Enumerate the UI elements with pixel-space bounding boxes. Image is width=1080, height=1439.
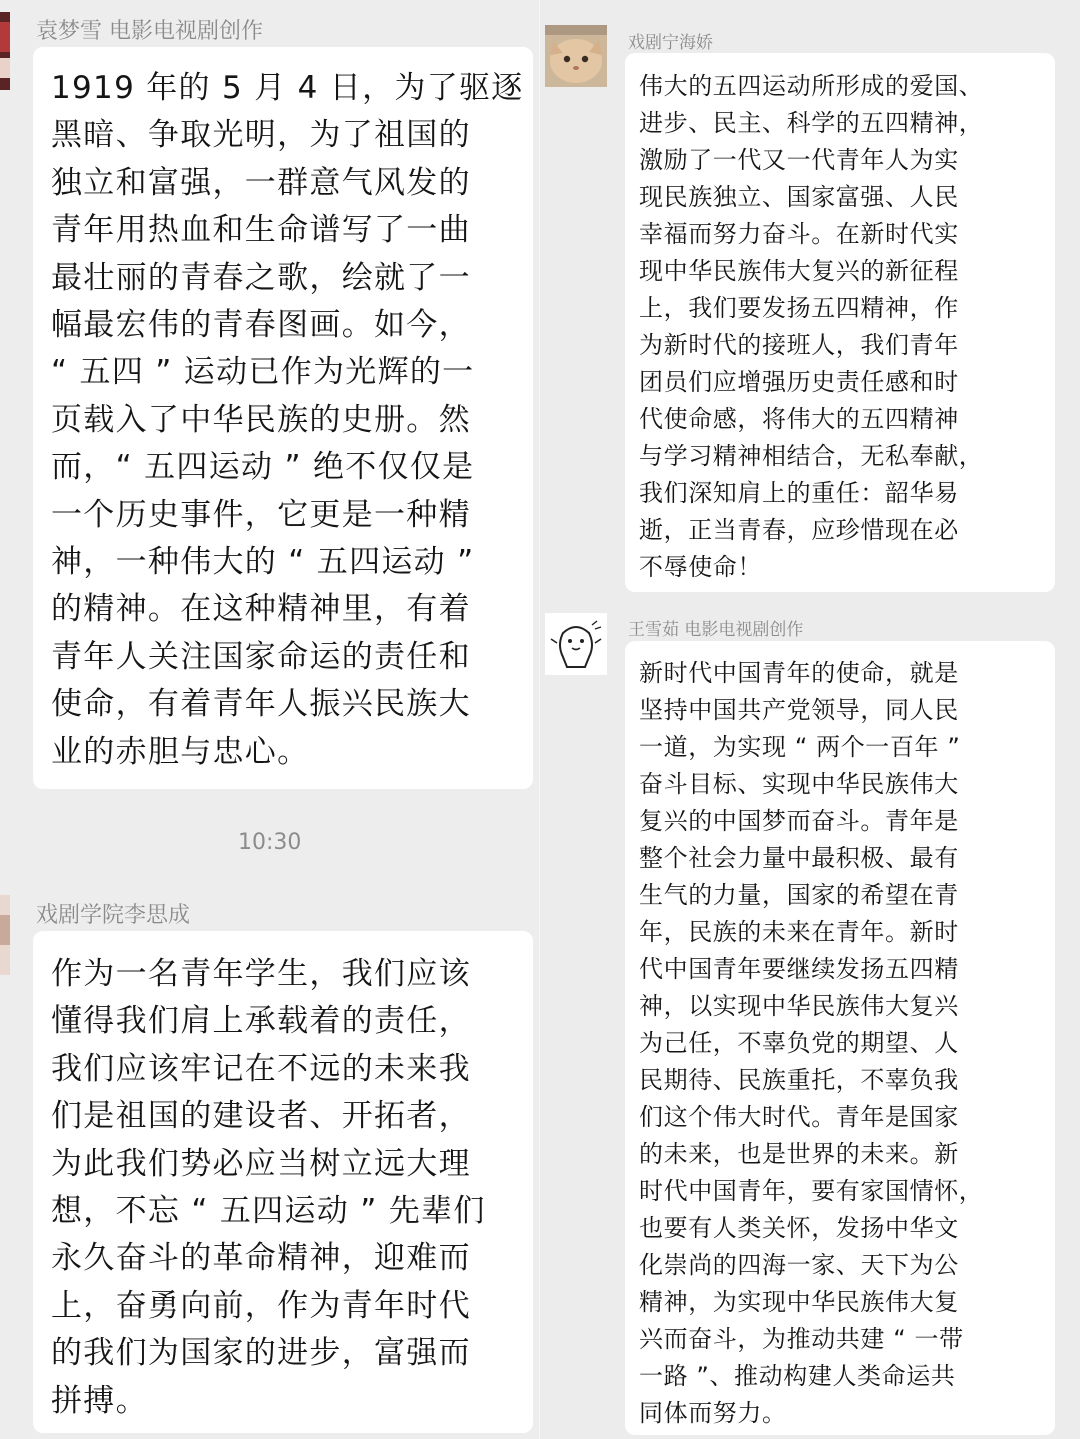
message-line: 神，一种伟大的 “ 五四运动 ” [51, 544, 475, 581]
right-screenshot-panel [540, 0, 1080, 1439]
message-line: 我们深知肩上的重任：韶华易 [639, 479, 959, 507]
message-line: 进步、民主、科学的五四精神， [639, 109, 984, 137]
message-line: 现民族独立、国家富强、人民 [639, 183, 959, 211]
message-line: 奋斗目标、实现中华民族伟大 [639, 770, 959, 798]
message-line: 团员们应增强历史责任感和时 [639, 368, 959, 396]
message-line: 我们应该牢记在不远的未来我 [51, 1050, 471, 1087]
message-line: 时代中国青年，要有家国情怀， [639, 1177, 984, 1205]
message-line: 使命，有着青年人振兴民族大 [51, 686, 471, 723]
message-bubble[interactable] [625, 641, 1055, 1435]
message-line: 们这个伟大时代。青年是国家 [639, 1103, 959, 1131]
message-line: 而，“ 五四运动 ” 绝不仅仅是 [51, 449, 475, 486]
message-line: 与学习精神相结合，无私奉献， [639, 442, 984, 470]
message-line: 上，奋勇向前，作为青年时代 [51, 1287, 471, 1324]
message-line: 上，我们要发扬五四精神，作 [639, 294, 959, 322]
message-line: 精神，为实现中华民族伟大复 [639, 1288, 959, 1316]
message-line: 也要有人类关怀，发扬中华文 [639, 1214, 959, 1242]
message-line: 代中国青年要继续发扬五四精 [639, 955, 959, 983]
message-line: 生气的力量，国家的希望在青 [639, 881, 959, 909]
message-line: 作为一名青年学生，我们应该 [51, 956, 471, 992]
message-bubble[interactable] [33, 47, 533, 789]
message-line: 代使命感，将伟大的五四精神 [639, 405, 959, 433]
sender-name: 戏剧宁海娇 [628, 33, 713, 53]
message-line: 青年人关注国家命运的责任和 [51, 638, 471, 675]
message-line: 复兴的中国梦而奋斗。青年是 [639, 807, 959, 835]
avatar[interactable] [545, 25, 607, 87]
message-bubble[interactable] [33, 931, 533, 1433]
message-line: 最壮丽的青春之歌，绘就了一 [51, 259, 471, 296]
message-line: 拼搏。 [51, 1382, 148, 1419]
message-line: 1919 年的 5 月 4 日，为了驱逐 [51, 70, 524, 106]
message-line: “ 五四 ” 运动已作为光辉的一 [51, 354, 475, 391]
message-line: 民期待、民族重托，不辜负我 [639, 1066, 959, 1094]
message-line: 的我们为国家的进步，富强而 [51, 1335, 471, 1372]
photo-avatar-icon [0, 12, 10, 90]
sender-name: 王雪茹 电影电视剧创作 [628, 620, 804, 640]
message-line: 新时代中国青年的使命，就是 [639, 659, 959, 687]
message-line: 幸福而努力奋斗。在新时代实 [639, 220, 959, 248]
message-line: 逝，正当青春，应珍惜现在必 [639, 516, 959, 544]
avatar[interactable] [0, 895, 10, 975]
message-line: 一个历史事件，它更是一种精 [51, 496, 471, 533]
message-line: 兴而奋斗，为推动共建 “ 一带 [639, 1325, 964, 1353]
message-line: 伟大的五四运动所形成的爱国、 [639, 72, 984, 100]
message-line: 整个社会力量中最积极、最有 [639, 844, 959, 872]
message-line: 一路 ”、推动构建人类命运共 [639, 1362, 956, 1390]
message-line: 青年用热血和生命谱写了一曲 [51, 212, 471, 249]
message-line: 同体而努力。 [639, 1399, 787, 1427]
message-line: 的精神。在这种精神里，有着 [51, 591, 471, 628]
message-line: 懂得我们肩上承载着的责任， [51, 1003, 471, 1040]
message-line: 神，以实现中华民族伟大复兴 [639, 992, 959, 1020]
cartoon-avatar-icon [545, 613, 607, 675]
avatar[interactable] [0, 12, 10, 90]
message-line: 一道，为实现 “ 两个一百年 ” [639, 733, 961, 761]
message-line: 页载入了中华民族的史册。然 [51, 401, 471, 438]
sender-name: 戏剧学院李思成 [36, 903, 191, 928]
time-divider: 10:30 [238, 830, 302, 855]
message-line: 为新时代的接班人，我们青年 [639, 331, 959, 359]
photo-avatar-icon [0, 895, 10, 975]
message-bubble[interactable] [625, 53, 1055, 592]
message-line: 坚持中国共产党领导，同人民 [639, 696, 959, 724]
message-line: 不辱使命！ [639, 553, 762, 581]
message-line: 黑暗、争取光明，为了祖国的 [51, 117, 471, 154]
message-line: 现中华民族伟大复兴的新征程 [639, 257, 959, 285]
message-line: 为此我们势必应当树立远大理 [51, 1145, 471, 1182]
message-line: 激励了一代又一代青年人为实 [639, 146, 959, 174]
message-line: 想，不忘 “ 五四运动 ” 先辈们 [51, 1193, 486, 1230]
cat-avatar-icon [545, 25, 607, 87]
message-line: 独立和富强，一群意气风发的 [51, 164, 471, 201]
avatar[interactable] [545, 613, 607, 675]
message-line: 永久奋斗的革命精神，迎难而 [51, 1240, 471, 1277]
message-line: 们是祖国的建设者、开拓者， [51, 1098, 471, 1135]
message-line: 为己任，不辜负党的期望、人 [639, 1029, 959, 1057]
message-line: 的未来，也是世界的未来。新 [639, 1140, 959, 1168]
message-line: 化崇尚的四海一家、天下为公 [639, 1251, 959, 1279]
message-line: 业的赤胆与忠心。 [51, 733, 310, 770]
sender-name: 袁梦雪 电影电视剧创作 [36, 19, 263, 44]
message-line: 年，民族的未来在青年。新时 [639, 918, 959, 946]
message-line: 幅最宏伟的青春图画。如今， [51, 307, 471, 344]
